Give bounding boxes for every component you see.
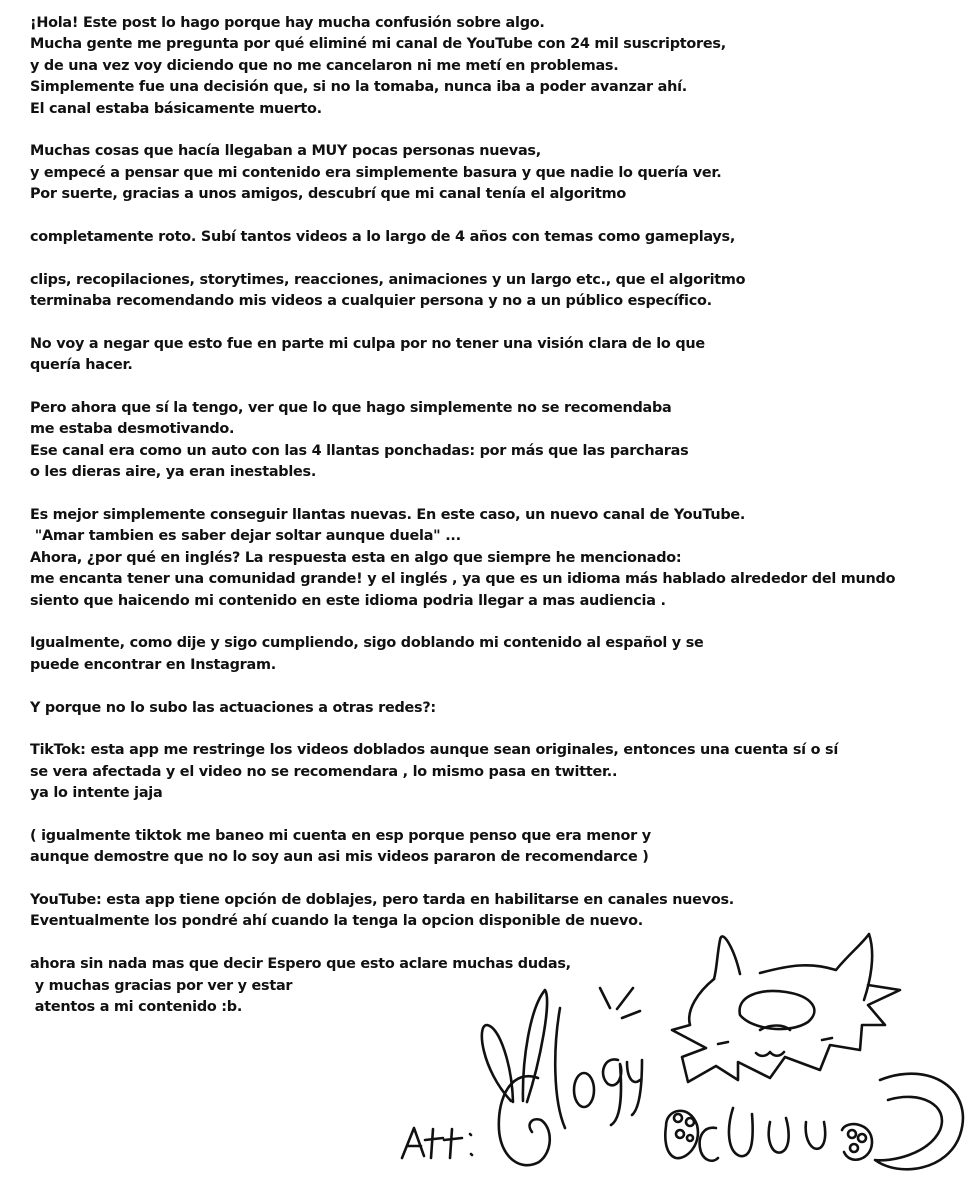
text-line: Pero ahora que sí la tengo, ver que lo que hago simplemente no se recomendaba (30, 400, 672, 417)
text-line: "Amar tambien es saber dejar soltar aunque duela" ... (30, 528, 461, 545)
text-line: Igualmente, como dije y sigo cumpliendo, sigo doblando mi contenido al español y se (30, 635, 704, 652)
text-line: Eventualmente los pondré ahí cuando la tenga la opcion disponible de nuevo. (30, 913, 643, 930)
text-line: ¡Hola! Este post lo hago porque hay mucha confusión sobre algo. (30, 15, 545, 31)
text-line: Es mejor simplemente conseguir llantas nuevas. En este caso, un nuevo canal de YouTube. (30, 506, 746, 523)
text-line: Simplemente fue una decisión que, si no la tomaba, nunca iba a poder avanzar ahí. (30, 79, 687, 96)
text-line: siento que haicendo mi contenido en este idioma podria llegar a mas audiencia . (30, 592, 666, 609)
signature-handwriting (402, 988, 642, 1165)
text-line: puede encontrar en Instagram. (30, 656, 276, 673)
text-line: No voy a negar que esto fue en parte mi culpa por no tener una visión clara de lo que (30, 335, 705, 352)
text-line: atentos a mi contenido :b. (30, 998, 243, 1015)
text-line: me encanta tener una comunidad grande! y el inglés , ya que es un idioma más hablado alrededor del mundo (30, 571, 896, 588)
text-line: y muchas gracias por ver y estar (30, 977, 293, 994)
text-line: YouTube: esta app tiene opción de doblajes, pero tarda en habilitarse en canales nuevos. (30, 892, 734, 909)
text-line: me estaba desmotivando. (30, 421, 235, 438)
text-line: se vera afectada y el video no se recomendara , lo mismo pasa en twitter.. (30, 763, 618, 780)
cat-doodle (665, 934, 963, 1169)
text-line: terminaba recomendando mis videos a cualquier persona y no a un público específico. (30, 293, 712, 310)
text-line: ya lo intente jaja (30, 785, 163, 802)
text-line: clips, recopilaciones, storytimes, reacciones, animaciones y un largo etc., que el algoritmo (30, 271, 746, 288)
text-line: o les dieras aire, ya eran inestables. (30, 464, 317, 481)
text-line: ( igualmente tiktok me baneo mi cuenta en esp porque penso que era menor y (30, 827, 651, 844)
text-line: y de una vez voy diciendo que no me cancelaron ni me metí en problemas. (30, 57, 619, 74)
text-line: quería hacer. (30, 357, 133, 374)
text-line: Y porque no lo subo las actuaciones a otras redes?: (30, 699, 436, 716)
text-line: completamente roto. Subí tantos videos a lo largo de 4 años con temas como gameplays, (30, 228, 736, 245)
text-line: Ese canal era como un auto con las 4 llantas ponchadas: por más que las parcharas (30, 442, 689, 459)
text-line: Mucha gente me pregunta por qué eliminé mi canal de YouTube con 24 mil suscriptores, (30, 36, 726, 53)
text-line: aunque demostre que no lo soy aun asi mis videos pararon de recomendarce ) (30, 849, 649, 866)
text-line: ahora sin nada mas que decir Espero que esto aclare muchas dudas, (30, 956, 571, 973)
text-line: El canal estaba básicamente muerto. (30, 100, 322, 117)
text-line: Por suerte, gracias a unos amigos, descubrí que mi canal tenía el algoritmo (30, 186, 626, 203)
text-line: Ahora, ¿por qué en inglés? La respuesta esta en algo que siempre he mencionado: (30, 549, 682, 566)
text-line: TikTok: esta app me restringe los videos doblados aunque sean originales, entonces una cuenta sí o sí (30, 742, 839, 759)
text-line: Muchas cosas que hacía llegaban a MUY pocas personas nuevas, (30, 143, 541, 160)
text-line: y empecé a pensar que mi contenido era simplemente basura y que nadie lo quería ver. (30, 164, 722, 181)
